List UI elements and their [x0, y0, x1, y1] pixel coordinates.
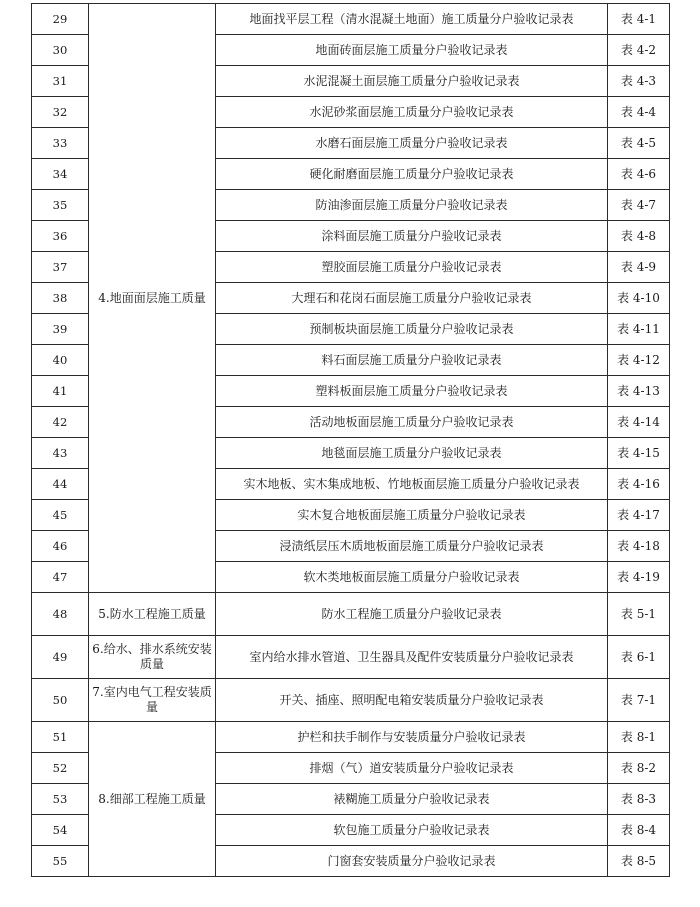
- group-floor-surface: 4.地面面层施工质量: [89, 4, 216, 593]
- table-code: 表 5-1: [608, 593, 670, 636]
- record-title: 防油渗面层施工质量分户验收记录表: [216, 190, 608, 221]
- record-title: 裱糊施工质量分户验收记录表: [216, 784, 608, 815]
- record-title: 门窗套安装质量分户验收记录表: [216, 846, 608, 877]
- table-code: 表 4-18: [608, 531, 670, 562]
- group-detail-work: 8.细部工程施工质量: [89, 722, 216, 877]
- group-waterproofing: 5.防水工程施工质量: [89, 593, 216, 636]
- table-code: 表 8-5: [608, 846, 670, 877]
- row-number: 44: [32, 469, 89, 500]
- row-number: 30: [32, 35, 89, 66]
- record-title: 水泥砂浆面层施工质量分户验收记录表: [216, 97, 608, 128]
- record-title: 排烟（气）道安装质量分户验收记录表: [216, 753, 608, 784]
- row-number: 47: [32, 562, 89, 593]
- table-code: 表 4-9: [608, 252, 670, 283]
- row-number: 34: [32, 159, 89, 190]
- row-number: 50: [32, 679, 89, 722]
- row-number: 51: [32, 722, 89, 753]
- table-code: 表 7-1: [608, 679, 670, 722]
- row-number: 54: [32, 815, 89, 846]
- table-code: 表 4-14: [608, 407, 670, 438]
- acceptance-record-table: [31, 3, 670, 877]
- table-row: [32, 722, 670, 753]
- table-code: 表 8-4: [608, 815, 670, 846]
- table-row: [32, 593, 670, 636]
- table-code: 表 4-4: [608, 97, 670, 128]
- row-number: 41: [32, 376, 89, 407]
- row-number: 32: [32, 97, 89, 128]
- record-title: 地面砖面层施工质量分户验收记录表: [216, 35, 608, 66]
- table-code: 表 8-1: [608, 722, 670, 753]
- table-code: 表 8-3: [608, 784, 670, 815]
- group-water-drainage: 6.给水、排水系统安装质量: [89, 636, 216, 679]
- record-title: 塑胶面层施工质量分户验收记录表: [216, 252, 608, 283]
- row-number: 53: [32, 784, 89, 815]
- table-code: 表 4-7: [608, 190, 670, 221]
- table-code: 表 4-5: [608, 128, 670, 159]
- table-code: 表 4-17: [608, 500, 670, 531]
- record-title: 软包施工质量分户验收记录表: [216, 815, 608, 846]
- row-number: 40: [32, 345, 89, 376]
- row-number: 33: [32, 128, 89, 159]
- record-title: 水泥混凝土面层施工质量分户验收记录表: [216, 66, 608, 97]
- row-number: 42: [32, 407, 89, 438]
- table-code: 表 4-2: [608, 35, 670, 66]
- row-number: 48: [32, 593, 89, 636]
- record-title: 大理石和花岗石面层施工质量分户验收记录表: [216, 283, 608, 314]
- record-title: 实木地板、实木集成地板、竹地板面层施工质量分户验收记录表: [216, 469, 608, 500]
- row-number: 49: [32, 636, 89, 679]
- table-body: [32, 4, 670, 877]
- table-row: [32, 636, 670, 679]
- record-title: 浸渍纸层压木质地板面层施工质量分户验收记录表: [216, 531, 608, 562]
- record-title: 料石面层施工质量分户验收记录表: [216, 345, 608, 376]
- record-title: 水磨石面层施工质量分户验收记录表: [216, 128, 608, 159]
- record-title: 防水工程施工质量分户验收记录表: [216, 593, 608, 636]
- row-number: 43: [32, 438, 89, 469]
- row-number: 29: [32, 4, 89, 35]
- record-title: 实木复合地板面层施工质量分户验收记录表: [216, 500, 608, 531]
- row-number: 55: [32, 846, 89, 877]
- table-row: [32, 4, 670, 35]
- record-title: 涂料面层施工质量分户验收记录表: [216, 221, 608, 252]
- record-title: 地毯面层施工质量分户验收记录表: [216, 438, 608, 469]
- row-number: 31: [32, 66, 89, 97]
- table-row: [32, 679, 670, 722]
- table-code: 表 4-13: [608, 376, 670, 407]
- table-code: 表 4-15: [608, 438, 670, 469]
- record-title: 活动地板面层施工质量分户验收记录表: [216, 407, 608, 438]
- record-title: 预制板块面层施工质量分户验收记录表: [216, 314, 608, 345]
- table-code: 表 4-1: [608, 4, 670, 35]
- table-code: 表 4-8: [608, 221, 670, 252]
- row-number: 39: [32, 314, 89, 345]
- row-number: 37: [32, 252, 89, 283]
- row-number: 35: [32, 190, 89, 221]
- record-title: 室内给水排水管道、卫生器具及配件安装质量分户验收记录表: [216, 636, 608, 679]
- row-number: 46: [32, 531, 89, 562]
- table-code: 表 4-3: [608, 66, 670, 97]
- record-title: 地面找平层工程（清水混凝土地面）施工质量分户验收记录表: [216, 4, 608, 35]
- record-title: 塑料板面层施工质量分户验收记录表: [216, 376, 608, 407]
- table-code: 表 4-6: [608, 159, 670, 190]
- table-code: 表 4-16: [608, 469, 670, 500]
- record-title: 软木类地板面层施工质量分户验收记录表: [216, 562, 608, 593]
- group-electrical: 7.室内电气工程安装质量: [89, 679, 216, 722]
- record-title: 开关、插座、照明配电箱安装质量分户验收记录表: [216, 679, 608, 722]
- record-title: 硬化耐磨面层施工质量分户验收记录表: [216, 159, 608, 190]
- table-code: 表 4-19: [608, 562, 670, 593]
- row-number: 52: [32, 753, 89, 784]
- table-code: 表 4-10: [608, 283, 670, 314]
- row-number: 36: [32, 221, 89, 252]
- record-title: 护栏和扶手制作与安装质量分户验收记录表: [216, 722, 608, 753]
- table-code: 表 6-1: [608, 636, 670, 679]
- row-number: 38: [32, 283, 89, 314]
- table-code: 表 8-2: [608, 753, 670, 784]
- row-number: 45: [32, 500, 89, 531]
- table-code: 表 4-11: [608, 314, 670, 345]
- table-code: 表 4-12: [608, 345, 670, 376]
